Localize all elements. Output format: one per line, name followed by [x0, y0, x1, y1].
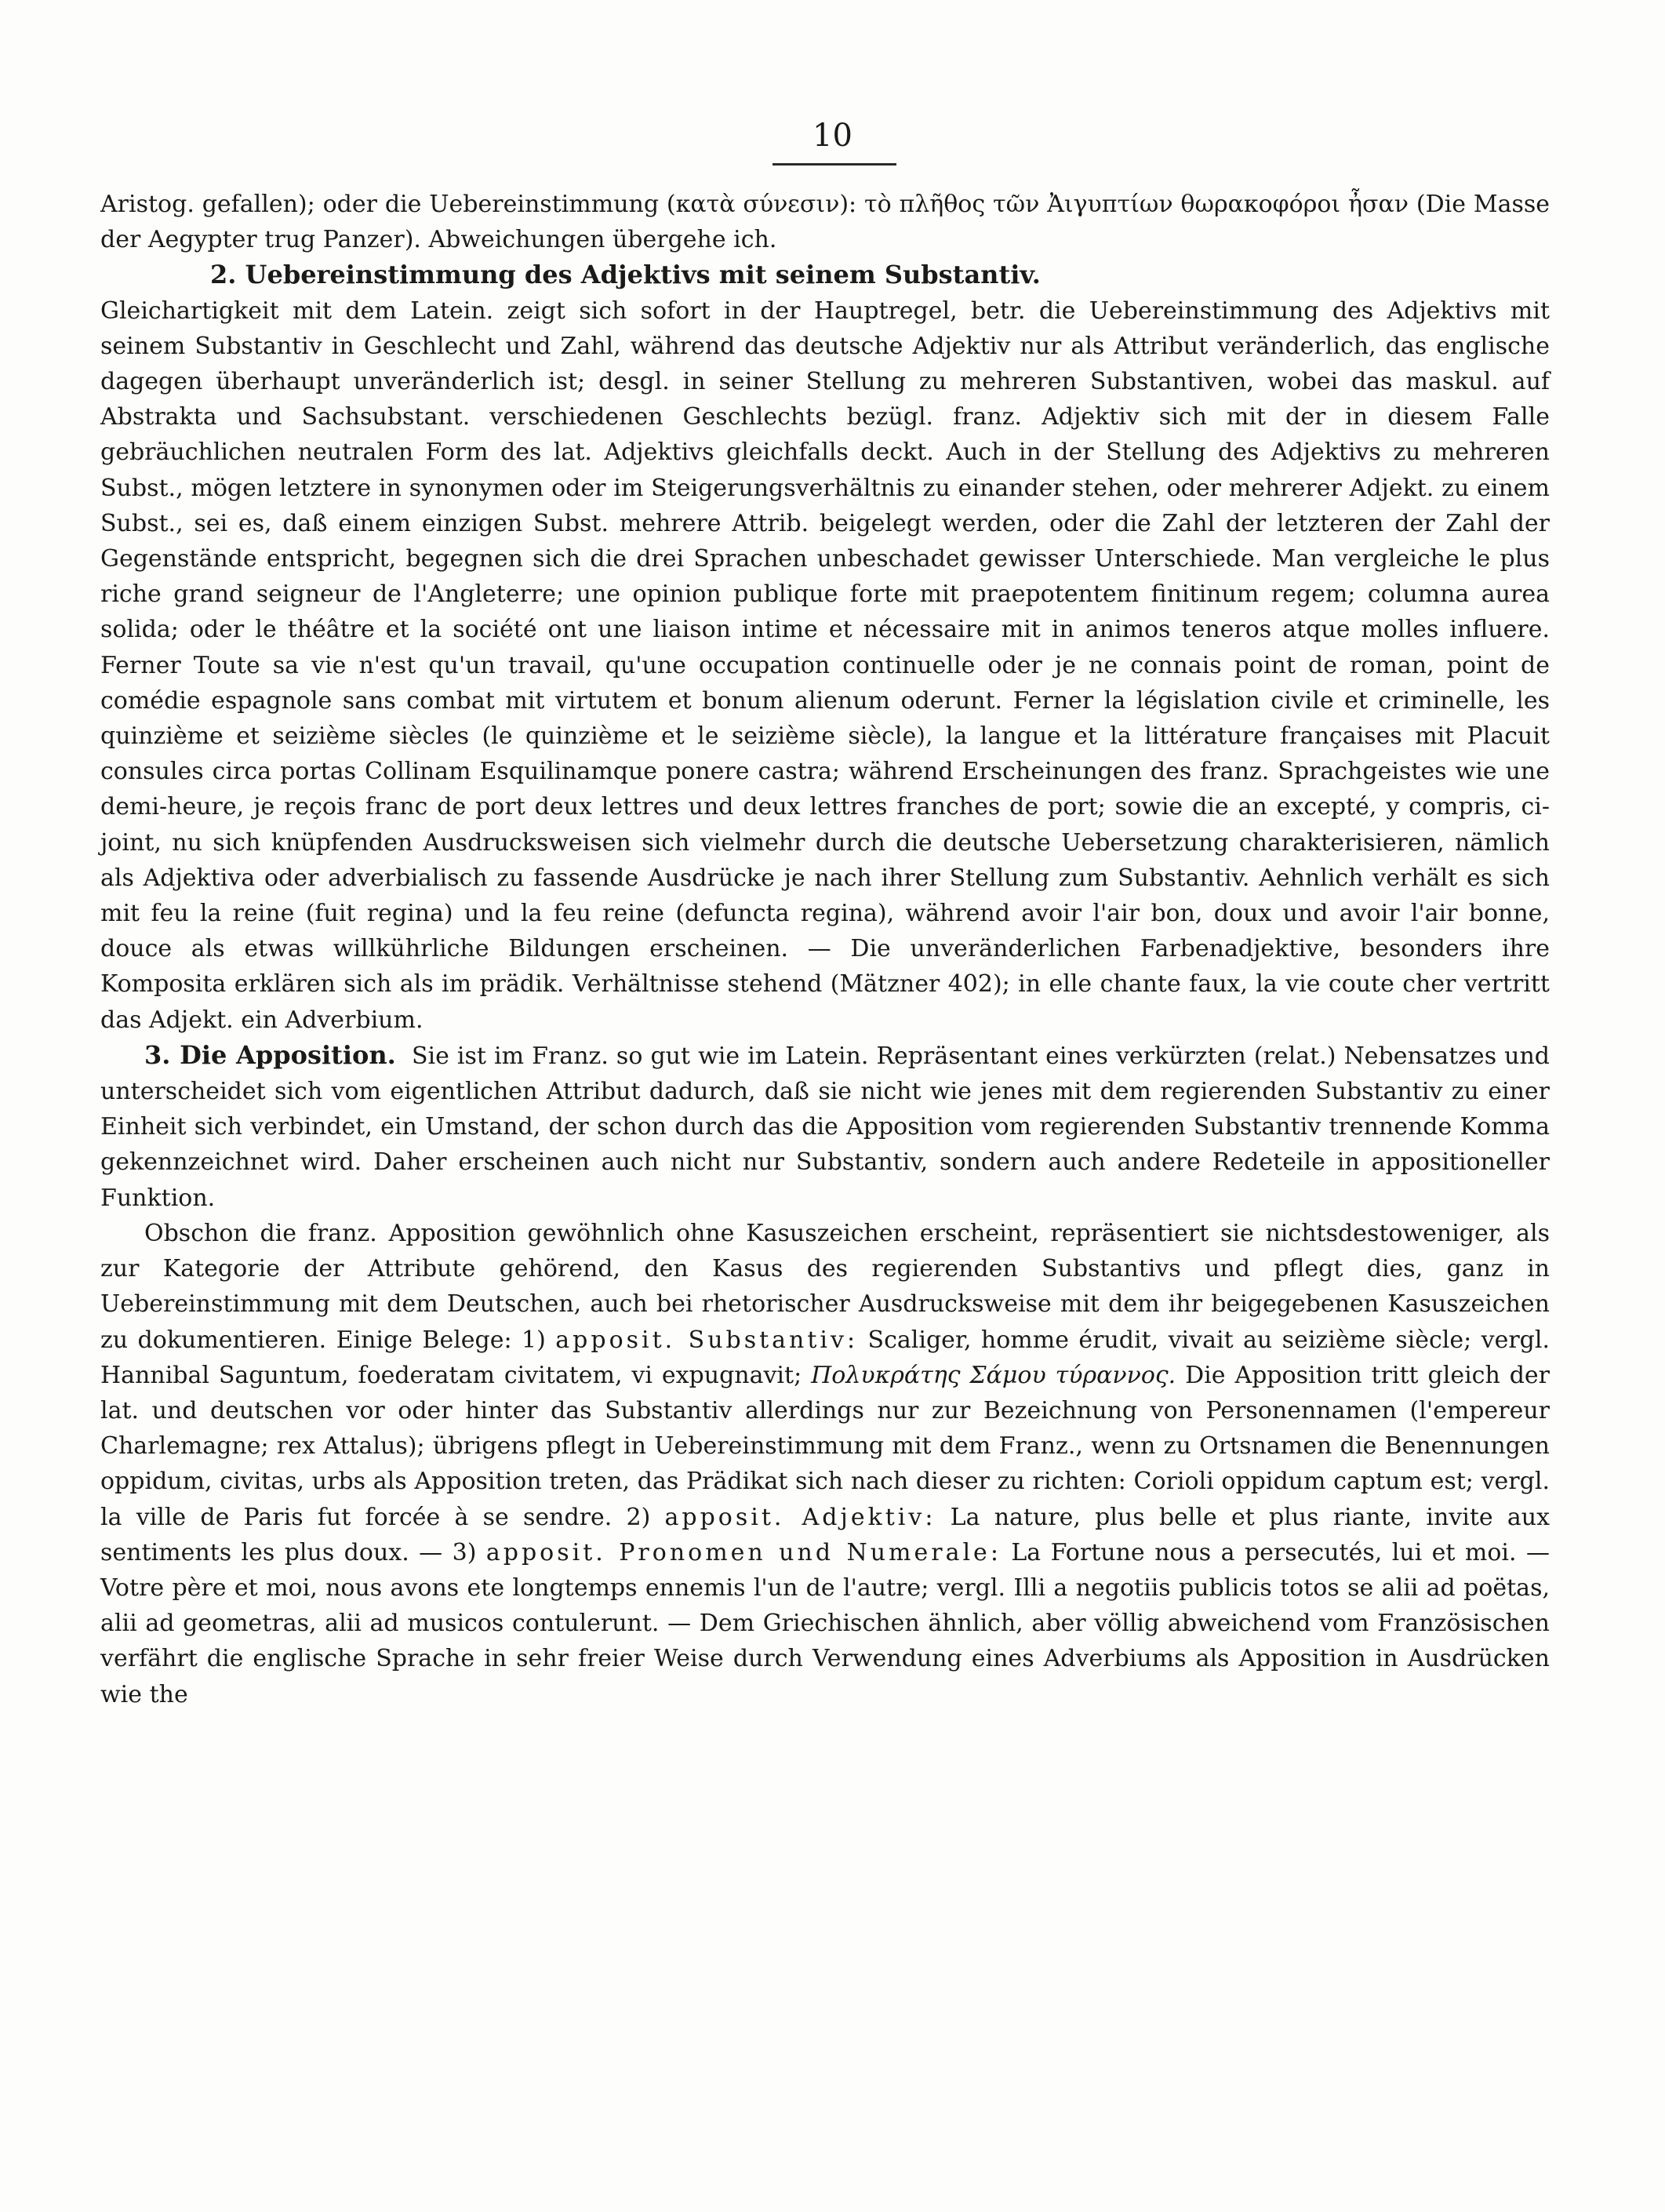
paragraph-agreement-continuation: Aristog. gefallen); oder die Uebereinstimmung (κατὰ σύνεσιν): τὸ πλῆθος τῶν Ἀιγυπτίων θωρακοφόροι ἦσαν (Die Masse der Aegypter trug Panzer). Abweichungen übergehe ich.	[100, 191, 1550, 254]
paragraph-apposition-intro	[100, 1038, 1550, 1216]
section-heading-apposition: 3. Die Apposition.	[144, 1039, 396, 1070]
apposition-text-2: Scaliger, homme érudit, vivait au seizième siècle; vergl. Hannibal Saguntum, foederatam civitatem, vi expugnavit;	[100, 1326, 1550, 1389]
page-number-rule	[773, 163, 896, 166]
apposition-text-4: La nature, plus belle et plus riante, invite aux sentiments les plus doux. — 3)	[100, 1503, 1550, 1566]
paragraph-apposition-examples	[100, 1216, 1550, 1712]
apposition-text-5: La Fortune nous a persecutés, lui et moi. — Votre père et moi, nous avons ete longtemps ennemis l'un de l'autre; vergl. Illi a negotiis publicis totos se alii ad poëtas, alii ad geometras, alii ad musicos contulerunt. — Dem Griechischen ähnlich, aber völlig abweichend vom Französischen verfährt die englische Sprache in sehr freier Weise durch Verwendung eines Adverbiums als Apposition in Ausdrücken wie the	[100, 1538, 1550, 1708]
section-heading-adjective-text: 2. Uebereinstimmung des Adjektivs mit seinem Substantiv.	[210, 260, 1041, 290]
paragraph-adjective-agreement: Gleichartigkeit mit dem Latein. zeigt sich sofort in der Hauptregel, betr. die Uebereinstimmung des Adjektivs mit seinem Substantiv in Geschlecht und Zahl, während das deutsche Adjektiv nur als Attribut veränderlich, das englische dagegen überhaupt unveränderlich ist; desgl. in seiner Stellung zu mehreren Substantiven, wobei das maskul. auf Abstrakta und Sachsubstant. verschiedenen Geschlechts bezügl. franz. Adjektiv sich mit der in diesem Falle gebräuchlichen neutralen Form des lat. Adjektivs gleichfalls deckt. Auch in der Stellung des Adjektivs zu mehreren Subst., mögen letztere in synonymen oder im Steigerungsverhältnis zu einander stehen, oder mehrerer Adjekt. zu einem Subst., sei es, daß einem einzigen Subst. mehrere Attrib. beigelegt werden, oder die Zahl der letzteren der Zahl der Gegenstände entspricht, begegnen sich die drei Sprachen unbeschadet gewisser Unterschiede. Man vergleiche le plus riche grand seigneur de l'Angleterre; une opinion publique forte mit praepotentem finitinum regem; columna aurea solida; oder le théâtre et la société ont une liaison intime et nécessaire mit in animos teneros atque molles influere. Ferner Toute sa vie n'est qu'un travail, qu'une occupation continuelle oder je ne connais point de roman, point de comédie espagnole sans combat mit virtutem et bonum alienum oderunt. Ferner la législation civile et criminelle, les quinzième et seizième siècles (le quinzième et le seizième siècle), la langue et la littérature françaises mit Placuit consules circa portas Collinam Esquilinamque ponere castra; während Erscheinungen des franz. Sprachgeistes wie une demi-heure, je reçois franc de port deux lettres und deux lettres franches de port; sowie die an excepté, y compris, ci-joint, nu sich knüpfenden Ausdrucksweisen sich vielmehr durch die deutsche Uebersetzung charakterisieren, nämlich als Adjektiva oder adverbialisch zu fassende Ausdrücke je nach ihrer Stellung zum Substantiv. Aehnlich verhält es sich mit feu la reine (fuit regina) und la feu reine (defuncta regina), während avoir l'air bon, doux und avoir l'air bonne, douce als etwas willkührliche Bildungen erscheinen. — Die unveränderlichen Farbenadjektive, besonders ihre Komposita erklären sich als im prädik. Verhältnisse stehend (Mätzner 402); in elle chante faux, la vie coute cher vertritt das Adjekt. ein Adverbium.	[100, 297, 1550, 1034]
label-apposit-pronomen-numerale: apposit. Pronomen und Numerale:	[485, 1538, 1002, 1566]
apposition-text-1: Obschon die franz. Apposition gewöhnlich ohne Kasuszeichen erscheint, repräsentiert sie nichtsdestoweniger, als zur Kategorie der Attribute gehörend, den Kasus des regierenden Substantivs und pflegt dies, ganz in Uebereinstimmung mit dem Deutschen, auch bei rhetorischer Ausdrucksweise mit dem ihr beigegebenen Kasuszeichen zu dokumentieren. Einige Belege: 1)	[100, 1219, 1550, 1354]
label-apposit-substantiv: apposit. Substantiv:	[555, 1326, 859, 1354]
section-heading-adjective	[100, 257, 1550, 293]
paragraph-apposition-definition: Sie ist im Franz. so gut wie im Latein. Repräsentant eines verkürzten (relat.) Nebensatzes und unterscheidet sich vom eigentlichen Attribut dadurch, daß sie nicht wie jenes mit dem regierenden Substantiv zu einer Einheit sich verbindet, ein Umstand, der schon durch das die Apposition vom regierenden Substantiv trennende Komma gekennzeichnet wird. Daher erscheinen auch nicht nur Substantiv, sondern auch andere Redeteile in appositioneller Funktion.	[100, 1042, 1550, 1212]
greek-example-polykrates: Πολυκράτης Σάμου τύραννος.	[811, 1361, 1176, 1389]
apposition-text-3: Die Apposition tritt gleich der lat. und deutschen vor oder hinter das Substantiv allerdings nur zur Bezeichnung von Personennamen (l'empereur Charlemagne; rex Attalus); übrigens pflegt in Uebereinstimmung mit dem Franz., wenn zu Ortsnamen die Benennungen oppidum, civitas, urbs als Apposition treten, das Prädikat sich nach dieser zu richten: Corioli oppidum captum est; vergl. la ville de Paris fut forcée à se sendre. 2)	[100, 1361, 1550, 1531]
body-text	[100, 187, 1550, 1712]
label-apposit-adjektiv: apposit. Adjektiv:	[664, 1503, 936, 1531]
page-number: 10	[813, 118, 852, 154]
